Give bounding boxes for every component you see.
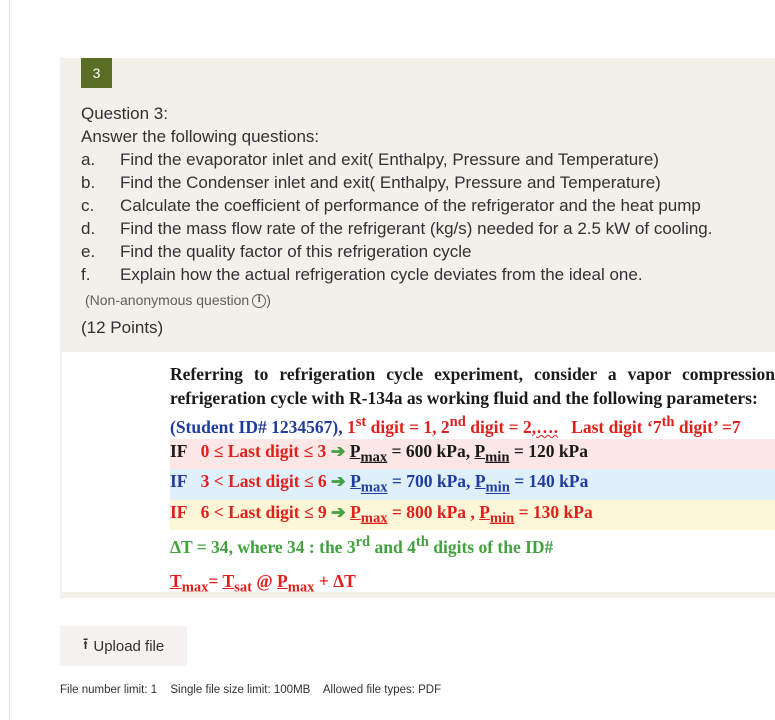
info-icon[interactable]: i: [252, 294, 266, 308]
question-item: [81, 194, 771, 217]
file-number-limit: File number limit: 1: [60, 684, 158, 696]
rule-2-range: 3 < Last digit ≤ 6: [200, 471, 327, 492]
upload-file-label: Upload file: [93, 637, 165, 655]
question-item-letter: a.: [81, 150, 96, 169]
digit-1-label: 1st digit = 1, 2nd digit = 2,….: [346, 414, 559, 437]
arrow-icon: ➔: [331, 501, 346, 522]
rule-1-range: 0 ≤ Last digit ≤ 3: [200, 440, 327, 461]
question-card: [60, 58, 775, 598]
question-item-letter: c.: [81, 196, 95, 215]
question-item-text: Explain how the actual refrigeration cycle deviates from the ideal one.: [120, 265, 643, 284]
question-body: [81, 102, 771, 339]
left-divider: [9, 0, 10, 720]
question-item-letter: d.: [81, 219, 96, 238]
question-points: (12 Points): [81, 318, 164, 337]
arrow-icon: ➔: [330, 440, 346, 461]
rule-2-values: $P_{max} = 700$ kPa, $P_{min} = 140$ kPa: [350, 471, 589, 496]
file-types-limit: Allowed file types: PDF: [322, 684, 442, 696]
rule-3-values: $P_{max} = 800$ kPa , $P_{min} = 130$ kPa: [350, 501, 593, 527]
anonymous-note-close: ): [266, 292, 271, 308]
student-id-line: [170, 410, 775, 439]
anonymous-note: [85, 289, 771, 312]
question-item: [81, 240, 771, 263]
delta-t-line: ΔT = 34, where 34 : the 3rd and 4th digits of the ID#: [170, 534, 554, 558]
question-item-text: Find the quality factor of this refrigeration cycle: [120, 242, 472, 261]
upload-icon: ⭱: [82, 633, 89, 653]
file-size-limit: Single file size limit: 100MB: [170, 684, 311, 696]
question-item-list: [81, 148, 771, 286]
parameters-figure: [170, 362, 775, 592]
question-item-text: Find the Condenser inlet and exit( Enthalpy, Pressure and Temperature): [120, 173, 661, 192]
question-instruction: Answer the following questions:: [81, 127, 320, 146]
tmax-formula: $T_{max}= T_{sat}$ @ $P_{max} + \Delta T$: [170, 571, 356, 592]
rule-row-1: IF 0 ≤ Last digit ≤ 3 ➔ $P_{max} = 600$ kPa, $P_{min} = 120$ kPa: [170, 439, 775, 470]
question-number-badge: 3: [81, 58, 112, 88]
rule-1-values: $P_{max} = 600$ kPa, $P_{min} = 120$ kPa: [349, 440, 588, 466]
question-image: [62, 352, 775, 592]
arrow-icon: ➔: [331, 471, 346, 492]
question-item-text: Calculate the coefficient of performance of the refrigerator and the heat pump: [120, 196, 701, 215]
upload-limits: [60, 684, 451, 696]
last-digit-label: Last digit ‘7th digit’ =7: [571, 414, 741, 437]
question-item-text: Find the evaporator inlet and exit( Enthalpy, Pressure and Temperature): [120, 150, 659, 169]
question-item: [81, 148, 771, 171]
anonymous-note-text: (Non-anonymous question: [85, 292, 250, 308]
rule-3-range: 6 < Last digit ≤ 9: [200, 501, 327, 522]
rule-row-3: IF 6 < Last digit ≤ 9 ➔ $P_{max} = 800$ kPa , $P_{min} = 130$ kPa: [170, 500, 775, 531]
student-id: (Student ID# 1234567),: [170, 416, 343, 437]
question-item: [81, 217, 771, 240]
question-title: Question 3:: [81, 104, 168, 123]
question-item-letter: f.: [81, 265, 91, 284]
question-item-letter: b.: [81, 173, 96, 192]
question-item: [81, 171, 771, 194]
rule-row-2: IF 3 < Last digit ≤ 6 ➔ $P_{max} = 700$ kPa, $P_{min} = 140$ kPa: [170, 469, 775, 500]
question-item: [81, 263, 771, 286]
question-item-letter: e.: [81, 242, 96, 261]
figure-paragraph: Referring to refrigeration cycle experiment, consider a vapor compression refrigeration cycle with R-134a as working fluid and the following parameters:: [170, 364, 775, 408]
upload-file-button[interactable]: [60, 626, 187, 666]
question-item-text: Find the mass flow rate of the refrigerant (kg/s) needed for a 2.5 kW of cooling.: [120, 219, 713, 238]
